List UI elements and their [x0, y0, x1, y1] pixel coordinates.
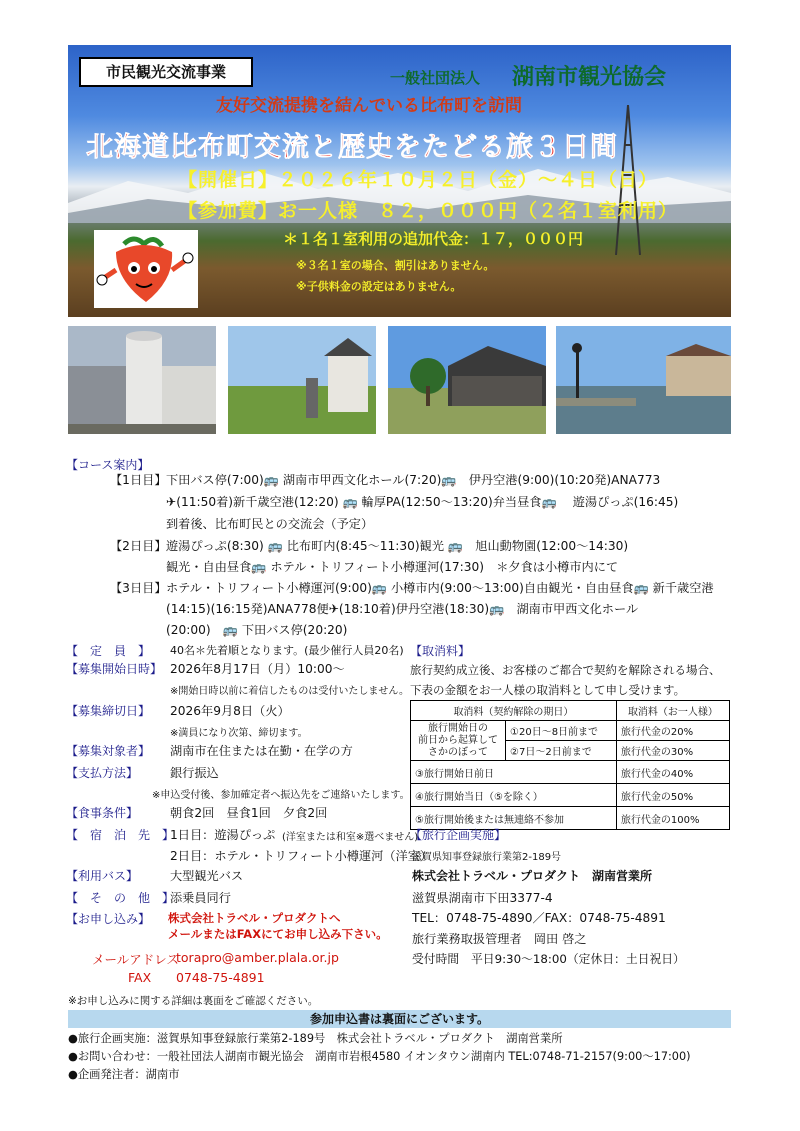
other-value: 添乗員同行 — [170, 891, 231, 905]
planner-address: 滋賀県湖南市下田3377-4 — [412, 891, 553, 905]
target-label: 【募集対象者】 — [66, 744, 151, 758]
deadline-value: 2026年9月8日（火） — [170, 704, 290, 718]
term-cell: ①20日～8日前まで — [506, 721, 617, 741]
day3-line-3: (20:00) 🚌 下田バス停(20:20) — [166, 623, 348, 637]
day2-line-2: 観光・自由昼食🚌 ホテル・トリフィート小樽運河(17:30) ＊夕食は小樽市内にて — [166, 560, 619, 574]
capacity-value: 40名＊先着順となります。(最少催行人員20名) — [170, 644, 404, 657]
association-name: 湖南市観光協会 — [512, 65, 667, 90]
fee-cell: 旅行代金の40% — [616, 761, 729, 784]
fee-cell: 旅行代金の30% — [616, 741, 729, 761]
stay-label: 【 宿 泊 先 】 — [66, 828, 175, 842]
start-note: ※開始日時以前に着信したものは受付いたしません。 — [170, 686, 409, 697]
application-form-notice: 参加申込書は裏面にございます。 — [68, 1010, 731, 1028]
planner-company: 株式会社トラベル・プロダクト 湖南営業所 — [412, 869, 653, 883]
term-cell: ⑤旅行開始後または無連絡不参加 — [411, 807, 617, 830]
planner-manager: 旅行業務取扱管理者 岡田 啓之 — [412, 932, 587, 946]
start-value: 2026年8月17日（月）10:00～ — [170, 662, 345, 676]
apply-line-1: 株式会社トラベル・プロダクトへ — [168, 911, 341, 925]
payment-value: 銀行振込 — [170, 766, 219, 780]
term-cell: ②7日～2日前まで — [506, 741, 617, 761]
table-row — [411, 784, 730, 807]
day2-line-1: 遊湯ぴっぷ(8:30) 🚌 比布町内(8:45～11:30)観光 🚌 旭山動物園(12:00～14:30) — [166, 539, 629, 553]
term-cell: ③旅行開始日前日 — [411, 761, 617, 784]
photo-museum-building — [68, 326, 216, 434]
table-row — [411, 721, 730, 741]
planner-heading: 【旅行企画実施】 — [410, 828, 507, 842]
tour-title: 北海道比布町交流と歴史をたどる旅３日間 — [86, 132, 618, 163]
deadline-label: 【募集締切日】 — [66, 704, 151, 718]
planner-registration: 滋賀県知事登録旅行業第2-189号 — [412, 852, 562, 863]
photo-station-building — [388, 326, 546, 434]
photo-rural-monument — [228, 326, 376, 434]
payment-note: ※申込受付後、参加確定者へ振込先をご連絡いたします。 — [152, 790, 410, 801]
cancel-desc-1: 旅行契約成立後、お客様のご都合で契約を解除される場合、 — [410, 663, 721, 677]
bus-value: 大型観光バス — [170, 869, 244, 883]
note-child-fee: ※子供料金の設定はありません。 — [296, 280, 462, 293]
day3-line-1: ホテル・トリフィート小樽運河(9:00)🚌 小樽市内(9:00～13:00)自由観光・自由昼食🚌 新千歳空港 — [166, 581, 714, 595]
capacity-label: 【 定 員 】 — [66, 644, 151, 658]
col-term-header: 取消料（契約解除の期日） — [411, 701, 617, 721]
footer-orderer: ●企画発注者：湖南市 — [68, 1068, 180, 1081]
fax-number: 0748-75-4891 — [176, 970, 265, 985]
apply-line-2: メールまたはFAXにてお申し込み下さい。 — [168, 927, 388, 941]
table-row — [411, 761, 730, 784]
day1-line-1: 下田バス停(7:00)🚌 湖南市甲西文化ホール(7:20)🚌 伊丹空港(9:00)(10:20発)ANA773 — [166, 473, 661, 487]
day2-label: 【2日目】 — [110, 539, 167, 553]
fee-cell: 旅行代金の20% — [616, 721, 729, 741]
footer-planner: ●旅行企画実施：滋賀県知事登録旅行業第2-189号 株式会社トラベル・プロダクト 湖南営業所 — [68, 1032, 563, 1045]
col-fee-header: 取消料（お一人様） — [616, 701, 729, 721]
strawberry-mascot-icon — [94, 230, 198, 308]
term-cell: ④旅行開始当日（⑤を除く） — [411, 784, 617, 807]
event-date: 【開催日】２０２６年１０月２日（金）～４日（日） — [178, 169, 659, 191]
details-note: ※お申し込みに関する詳細は裏面をご確認ください。 — [68, 995, 319, 1007]
fee-cell: 旅行代金の50% — [616, 784, 729, 807]
stay-day1-note: (洋室または和室※選べません) — [282, 832, 419, 843]
table-row — [411, 701, 730, 721]
fee-cell: 旅行代金の100% — [616, 807, 729, 830]
single-room-surcharge: ＊１名１室利用の追加代金：１７，０００円 — [283, 230, 584, 248]
association-prefix: 一般社団法人 — [390, 69, 481, 87]
apply-label: 【お申し込み】 — [66, 912, 151, 926]
day3-label: 【3日目】 — [110, 581, 167, 595]
target-value: 湖南市在住または在勤・在学の方 — [170, 744, 353, 758]
photo-otaru-canal — [556, 326, 731, 434]
payment-label: 【支払方法】 — [66, 766, 139, 780]
meal-label: 【食事条件】 — [66, 806, 139, 820]
course-heading: 【コース案内】 — [66, 458, 150, 472]
stay-day1: 1日目：遊湯ぴっぷ — [170, 828, 276, 842]
fax-label: FAX — [128, 970, 152, 985]
day1-line-3: 到着後、比布町民との交流会（予定） — [166, 517, 374, 531]
cancel-heading: 【取消料】 — [410, 644, 471, 658]
hero-banner — [68, 45, 731, 317]
email-link[interactable]: torapro@amber.plala.or.jp — [176, 950, 339, 965]
day1-label: 【1日目】 — [110, 473, 167, 487]
note-three-per-room: ※３名１室の場合、割引はありません。 — [296, 259, 495, 272]
bus-label: 【利用バス】 — [66, 869, 139, 883]
program-tag: 市民観光交流事業 — [79, 57, 253, 87]
planner-hours: 受付時間 平日9:30～18:00（定休日：土日祝日） — [412, 952, 685, 966]
start-label: 【募集開始日時】 — [66, 662, 163, 676]
cancel-fee-table — [410, 700, 730, 830]
other-label: 【 そ の 他 】 — [66, 891, 175, 905]
stay-day2: 2日目：ホテル・トリフィート小樽運河（洋室） — [170, 849, 433, 863]
cancel-desc-2: 下表の金額をお一人様の取消料として申し受けます。 — [410, 683, 686, 697]
group-label: 旅行開始日の 前日から起算して さかのぼって — [411, 721, 506, 761]
email-label: メールアドレス — [92, 952, 179, 967]
planner-tel-fax: TEL：0748-75-4890／FAX：0748-75-4891 — [412, 911, 666, 925]
deadline-note: ※満員になり次第、締切ます。 — [170, 728, 308, 739]
meal-value: 朝食2回 昼食1回 夕食2回 — [170, 806, 328, 820]
visit-subtitle: 友好交流提携を結んでいる比布町を訪問 — [216, 96, 522, 116]
footer-inquiry: ●お問い合わせ：一般社団法人湖南市観光協会 湖南市岩根4580 イオンタウン湖南内 TEL:0748-71-2157(9:00～17:00) — [68, 1050, 691, 1063]
participation-fee: 【参加費】お一人様 ８２，０００円（２名１室利用） — [178, 200, 679, 222]
day3-line-2: (14:15)(16:15発)ANA778便✈(18:10着)伊丹空港(18:30)🚌 湖南市甲西文化ホール — [166, 602, 639, 616]
day1-line-2: ✈(11:50着)新千歳空港(12:20) 🚌 輪厚PA(12:50～13:20)弁当昼食🚌 遊湯ぴっぷ(16:45) — [166, 495, 679, 509]
